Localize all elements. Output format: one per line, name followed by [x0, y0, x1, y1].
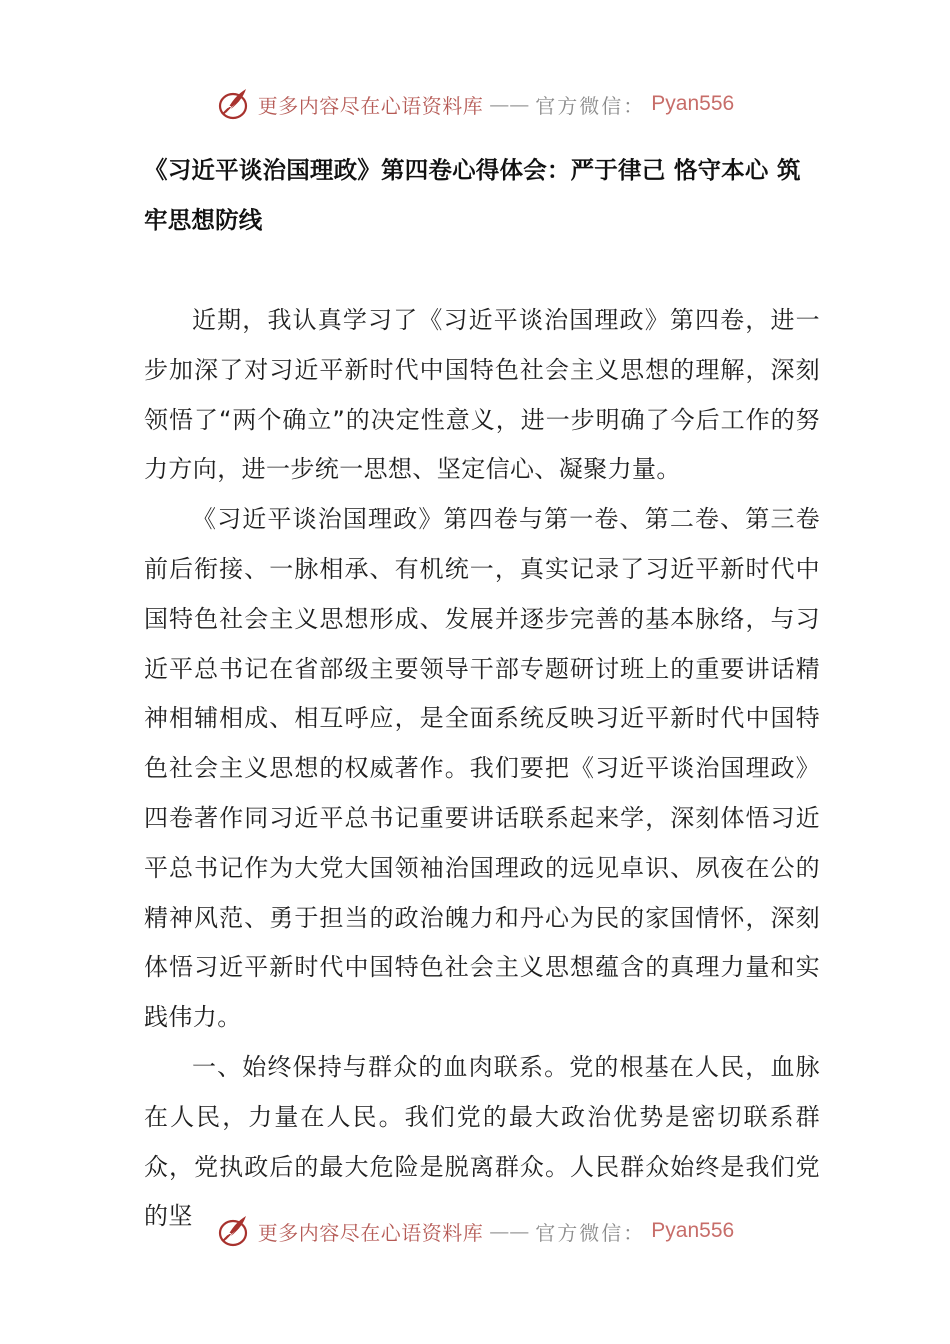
paragraph: 近期，我认真学习了《习近平谈治国理政》第四卷，进一步加深了对习近平新时代中国特色社会主义思想的理解，深刻领悟了“两个确立”的决定性意义，进一步明确了今后工作的努力方向，进一步统一思想、坚定信心、凝聚力量。 — [144, 306, 820, 484]
promo-text: 更多内容尽在心语资料库 — [257, 1220, 484, 1245]
separator-dash: —— — [489, 1219, 530, 1243]
official-wechat-label: 官方微信： — [535, 1220, 646, 1245]
document-title: 《习近平谈治国理政》第四卷心得体会：严于律己 恪守本心 筑牢思想防线 — [144, 156, 801, 234]
paragraph: 一、始终保持与群众的血肉联系。党的根基在人民，血脉在人民，力量在人民。我们党的最大政治优势是密切联系群众，党执政后的最大危险是脱离群众。人民群众始终是我们党的坚 — [144, 1052, 820, 1231]
wechat-id: Pyan556 — [651, 1219, 735, 1242]
quill-logo-icon — [216, 86, 252, 122]
quill-logo-icon — [216, 1213, 252, 1249]
paragraph: 《习近平谈治国理政》第四卷与第一卷、第二卷、第三卷前后衔接、一脉相承、有机统一，真实记录了习近平新时代中国特色社会主义思想形成、发展并逐步完善的基本脉络，与习近平总书记在省部级主要领导干部专题研讨班上的重要讲话精神相辅相成、相互呼应，是全面系统反映习近平新时代中国特色社会主义思想的权威著作。我们要把《习近平谈治国理政》四卷著作同习近平总书记重要讲话联系起来学，深刻体悟习近平总书记作为大党大国领袖治国理政的远见卓识、夙夜在公的精神风范、勇于担当的政治魄力和丹心为民的家国情怀，深刻体悟习近平新时代中国特色社会主义思想蕴含的真理力量和实践伟力。 — [144, 505, 820, 1032]
document-body — [144, 296, 820, 1242]
header-banner — [0, 84, 950, 124]
footer-banner — [0, 1211, 950, 1251]
promo-text: 更多内容尽在心语资料库 — [257, 93, 484, 118]
wechat-id: Pyan556 — [651, 92, 735, 115]
official-wechat-label: 官方微信： — [535, 93, 646, 118]
separator-dash: —— — [489, 92, 530, 116]
